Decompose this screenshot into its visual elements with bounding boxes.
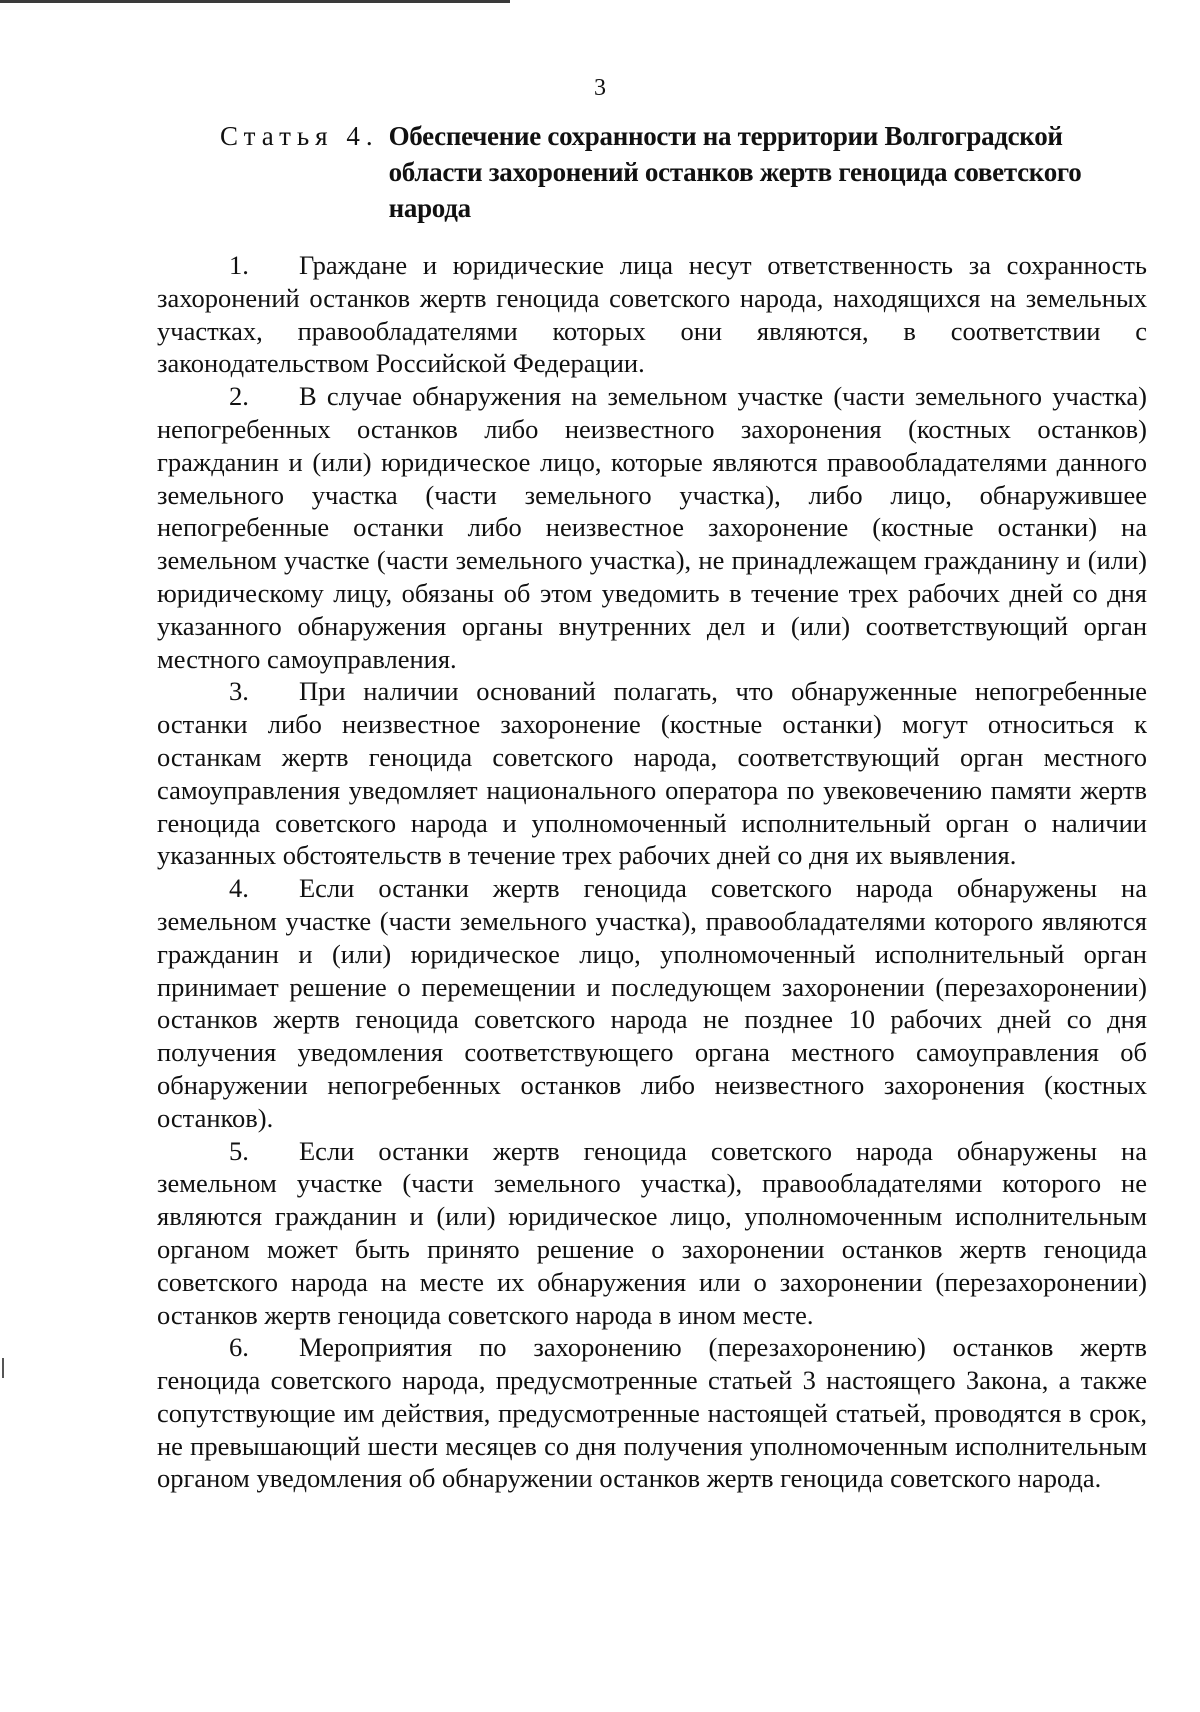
paragraph-text: Граждане и юридические лица несут ответственность за сохранность захоронений останков жертв геноцида советского народа, находящихся на земельных участках, правообладателями которых они являются, в соответствии с законодательством Российской Федерации. xyxy=(157,250,1147,379)
paragraph-number: 3. xyxy=(229,676,249,707)
paragraph-6 xyxy=(157,1331,1147,1495)
paragraph-4 xyxy=(157,872,1147,1134)
paragraph-text: При наличии оснований полагать, что обнаруженные непогребенные останки либо неизвестное захоронение (костные останки) могут относиться к останкам жертв геноцида советского народа, соответствующий орган местного самоуправления уведомляет национального оператора по увековечению памяти жертв геноцида советского народа и уполномоченный исполнительный орган о наличии указанных обстоятельств в течение трех рабочих дней со дня их выявления. xyxy=(157,676,1147,871)
paragraph-text: Мероприятия по захоронению (перезахоронению) останков жертв геноцида советского народа, предусмотренные статьей 3 настоящего Закона, а также сопутствующие им действия, предусмотренные настоящей статьей, проводятся в срок, не превышающий шести месяцев со дня получения уполномоченным исполнительным органом уведомления об обнаружении останков жертв геноцида советского народа. xyxy=(157,1332,1147,1494)
paragraph-number: 4. xyxy=(229,873,249,904)
article-header xyxy=(220,118,1120,226)
paragraph-text: Если останки жертв геноцида советского народа обнаружены на земельном участке (части земельного участка), правообладателями которого являются гражданин и (или) юридическое лицо, уполномоченный исполнительный орган принимает решение о перемещении и последующем захоронении (перезахоронении) останков жертв геноцида советского народа не позднее 10 рабочих дней со дня получения уведомления соответствующего органа местного самоуправления об обнаружении непогребенных останков либо неизвестного захоронения (костных останков). xyxy=(157,873,1147,1133)
paragraph-text: Если останки жертв геноцида советского народа обнаружены на земельном участке (части земельного участка), правообладателями которого не являются гражданин и (или) юридическое лицо, уполномоченным исполнительным органом может быть принято решение о захоронении останков жертв геноцида советского народа на месте их обнаружения или о захоронении (перезахоронении) останков жертв геноцида советского народа в ином месте. xyxy=(157,1135,1147,1330)
paragraph-5 xyxy=(157,1135,1147,1332)
article-label: Статья 4. xyxy=(220,121,379,151)
paragraph-number: 5. xyxy=(229,1135,249,1166)
scan-edge-line xyxy=(0,0,510,3)
scan-margin-mark xyxy=(2,1358,4,1378)
paragraph-number: 6. xyxy=(229,1332,249,1363)
paragraph-number: 2. xyxy=(229,381,249,412)
page-number: 3 xyxy=(594,75,606,101)
paragraph-2 xyxy=(157,380,1147,675)
paragraph-number: 1. xyxy=(229,250,249,280)
paragraph-3 xyxy=(157,675,1147,872)
article-title: Обеспечение сохранности на территории Волгоградской области захоронений останков жертв геноцида советского народа xyxy=(388,121,1082,223)
paragraph-1 xyxy=(157,249,1147,380)
paragraph-text: В случае обнаружения на земельном участке (части земельного участка) непогребенных останков либо неизвестного захоронения (костных останков) гражданин и (или) юридическое лицо, которые являются правообладателями данного земельного участка (части земельного участка), либо лицо, обнаружившее непогребенные останки либо неизвестное захоронение (костные останки) на земельном участке (части земельного участка), не принадлежащем гражданину и (или) юридическому лицу, обязаны об этом уведомить в течение трех рабочих дней со дня указанного обнаружения органы внутренних дел и (или) соответствующий орган местного самоуправления. xyxy=(157,381,1147,674)
document-body xyxy=(157,249,1147,1495)
